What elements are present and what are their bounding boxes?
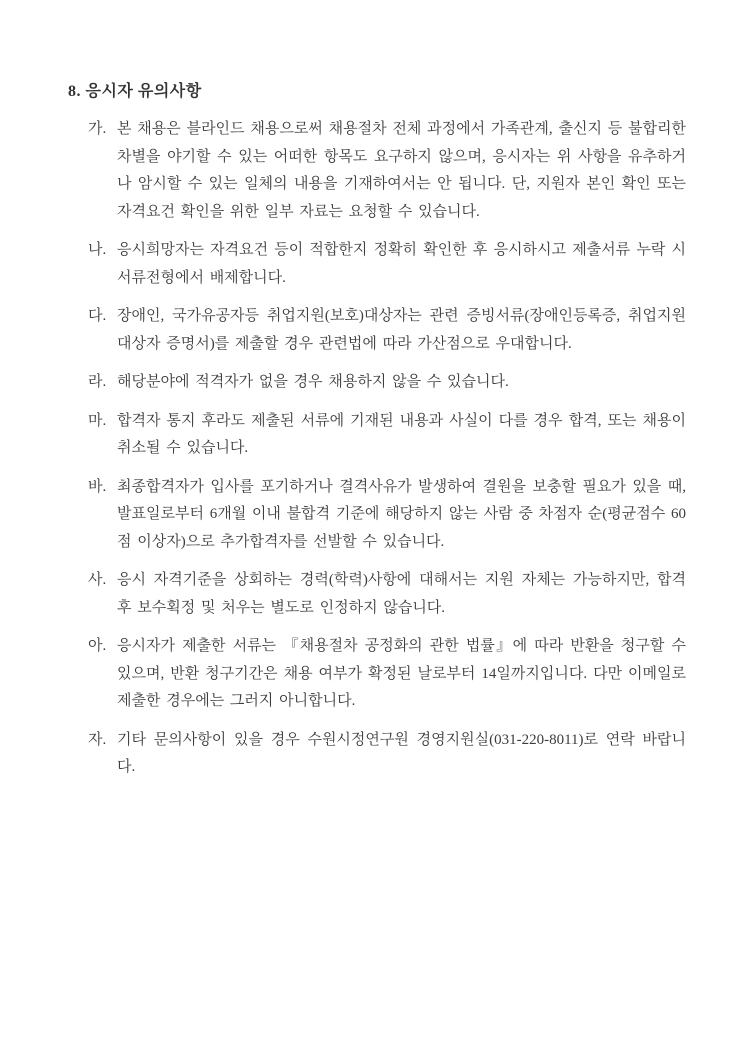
item-label: 자. — [88, 731, 107, 748]
item-text: 최종합격자가 입사를 포기하거나 결격사유가 발생하여 결원을 보충할 필요가 있을 때, 발표일로부터 6개월 이내 불합격 기준에 해당하지 않는 사람 중 차점자 순(평균점수 60점 이상자)으로 추가합격자를 선발할 수 있습니다. — [117, 478, 686, 550]
item-text: 응시자가 제출한 서류는 『채용절차 공정화의 관한 법률』에 따라 반환을 청구할 수 있으며, 반환 청구기간은 채용 여부가 확정된 날로부터 14일까지입니다. 다만 이메일로 제출한 경우에는 그러지 아니합니다. — [117, 638, 686, 709]
item-text: 응시 자격기준을 상회하는 경력(학력)사항에 대해서는 지원 자체는 가능하지만, 합격 후 보수획정 및 처우는 별도로 인정하지 않습니다. — [117, 572, 686, 616]
item-label: 나. — [88, 242, 107, 258]
notice-item-a — [88, 633, 686, 716]
notice-item-ja — [88, 727, 686, 782]
notice-item-da — [88, 303, 686, 358]
item-text: 합격자 통지 후라도 제출된 서류에 기재된 내용과 사실이 다를 경우 합격, 또는 채용이 취소될 수 있습니다. — [117, 412, 686, 456]
item-label: 가. — [88, 121, 107, 137]
item-text: 해당분야에 적격자가 없을 경우 채용하지 않을 수 있습니다. — [117, 374, 509, 390]
notice-list — [88, 116, 686, 782]
section-title: 8. 응시자 유의사항 — [68, 83, 202, 100]
notice-item-ra — [88, 369, 686, 397]
item-text: 응시희망자는 자격요건 등이 적합한지 정확히 확인한 후 응시하시고 제출서류 누락 시 서류전형에서 배제합니다. — [117, 242, 686, 286]
notice-item-ga — [88, 116, 686, 226]
item-label: 라. — [88, 374, 107, 390]
notice-item-sa — [88, 567, 686, 622]
item-label: 아. — [88, 638, 107, 654]
notice-item-ba — [88, 474, 686, 557]
item-text: 본 채용은 블라인드 채용으로써 채용절차 전체 과정에서 가족관계, 출신지 등 불합리한 차별을 야기할 수 있는 어떠한 항목도 요구하지 않으며, 응시자는 위 사항을 유추하거나 암시할 수 있는 일체의 내용을 기재하여서는 안 됩니다. 단, 지원자 본인 확인 또는 자격요건 확인을 위한 일부 자료는 요청할 수 있습니다. — [117, 121, 686, 220]
notice-item-na — [88, 237, 686, 292]
item-label: 바. — [88, 478, 107, 495]
item-label: 마. — [88, 412, 107, 429]
item-text: 장애인, 국가유공자등 취업지원(보호)대상자는 관련 증빙서류(장애인등록증, 취업지원대상자 증명서)를 제출할 경우 관련법에 따라 가산점으로 우대합니다. — [117, 308, 686, 352]
notice-item-ma — [88, 408, 686, 463]
item-text: 기타 문의사항이 있을 경우 수원시정연구원 경영지원실(031-220-8011)로 연락 바랍니다. — [117, 731, 686, 775]
item-label: 다. — [88, 308, 107, 324]
item-label: 사. — [88, 572, 107, 588]
